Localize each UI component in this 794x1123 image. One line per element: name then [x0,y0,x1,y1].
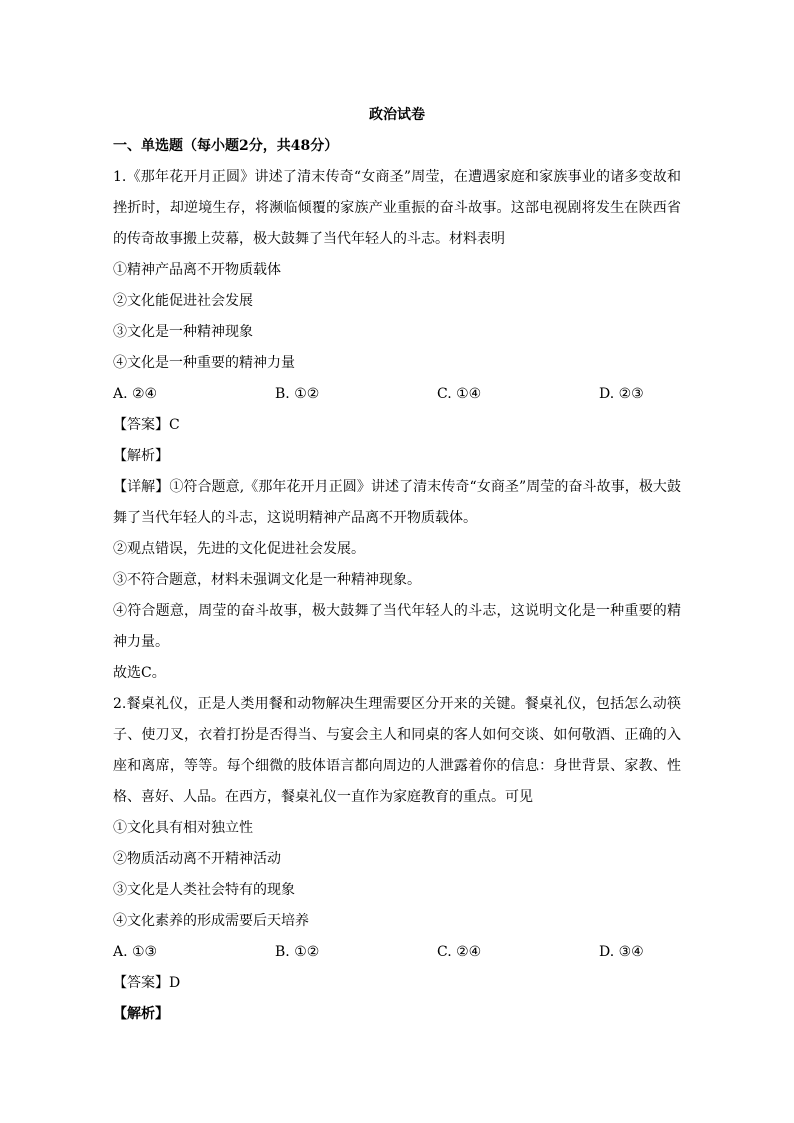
question-stem: 1.《那年花开月正圆》讲述了清末传奇“女商圣”周莹，在遭遇家庭和家族事业的诸多变故和挫折时，却逆境生存，将濒临倾覆的家族产业重振的奋斗故事。这部电视剧将发生在陕西省的传奇故事搬上荧幕，极大鼓舞了当代年轻人的斗志。材料表明 [113,169,681,247]
statement: ③文化是人类社会特有的现象 [113,882,295,898]
answer: 【答案】C [113,417,180,433]
statement: ③文化是一种精神现象 [113,324,253,340]
analysis-detail: ④符合题意，周莹的奋斗故事，极大鼓舞了当代年轻人的斗志，这说明文化是一种重要的精神力量。 [113,603,681,650]
question-2 [113,689,681,1030]
answer: 【答案】D [113,975,181,991]
option-a: A. ②④ [113,386,158,402]
option-b: B. ①② [275,944,320,960]
statement: ④文化是一种重要的精神力量 [113,355,295,371]
statement: ①文化具有相对独立性 [113,820,253,836]
section-heading: 一、单选题（每小题2分，共48分） [113,138,339,154]
option-d: D. ③④ [599,944,644,960]
exam-page [113,100,681,1030]
question-1 [113,162,681,689]
statement: ②物质活动离不开精神活动 [113,851,281,867]
page-title: 政治试卷 [369,107,425,123]
answer-options [113,379,681,410]
statement: ②文化能促进社会发展 [113,293,253,309]
analysis-detail: 【详解】①符合题意,《那年花开月正圆》讲述了清末传奇“女商圣”周莹的奋斗故事，极大鼓舞了当代年轻人的斗志，这说明精神产品离不开物质载体。 [113,479,681,526]
option-c: C. ①④ [437,386,482,402]
option-c: C. ②④ [437,944,482,960]
option-b: B. ①② [275,386,320,402]
analysis-label: 【解析】 [113,448,169,464]
statement: ④文化素养的形成需要后天培养 [113,913,309,929]
analysis-detail: ③不符合题意，材料未强调文化是一种精神现象。 [113,572,421,588]
statement: ①精神产品离不开物质载体 [113,262,281,278]
answer-options [113,937,681,968]
analysis-conclusion: 故选C。 [113,665,166,681]
analysis-detail: ②观点错误，先进的文化促进社会发展。 [113,541,365,557]
analysis-label: 【解析】 [113,1006,169,1022]
option-a: A. ①③ [113,944,158,960]
question-stem: 2.餐桌礼仪，正是人类用餐和动物解决生理需要区分开来的关键。餐桌礼仪，包括怎么动筷子、使刀叉，衣着打扮是否得当、与宴会主人和同桌的客人如何交谈、如何敬酒、正确的入座和离席，等等。每个细微的肢体语言都向周边的人泄露着你的信息：身世背景、家教、性格、喜好、人品。在西方，餐桌礼仪一直作为家庭教育的重点。可见 [113,696,681,805]
option-d: D. ②③ [599,386,644,402]
